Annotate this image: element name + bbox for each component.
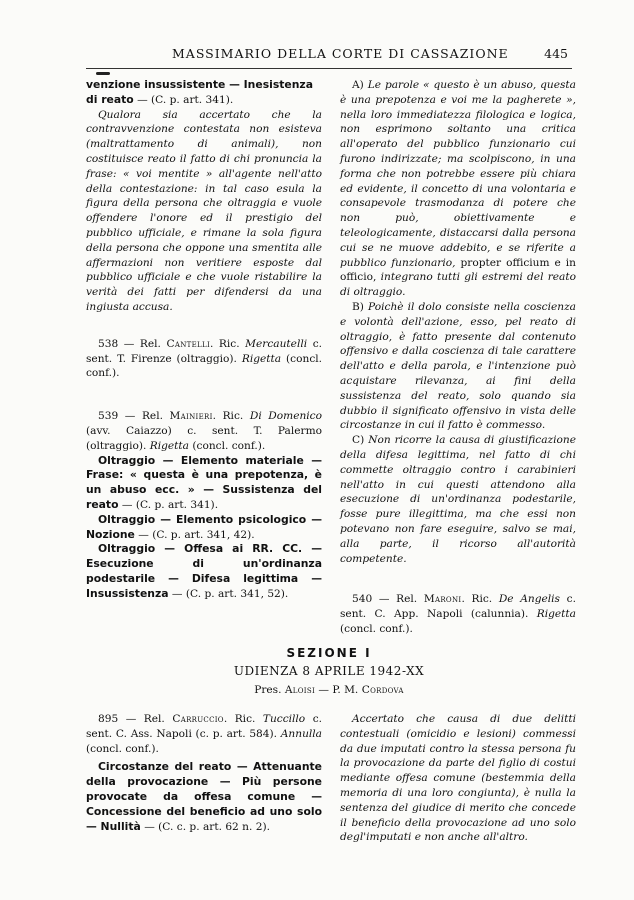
- right-column: [340, 78, 576, 637]
- maxim-895-text: Accertato che causa di due delitti contestuali (omicidio e lesioni) commessi da due imputati contro la stessa persona fu la provocazione da parte del figlio di costui mediante offesa comune (bestemmia della memoria di una loro congiunta), è nulla la sentenza del giudice di merito che concede il beneficio della provocazione ad uno solo degl'imputati e non anche all'altro.: [340, 713, 576, 844]
- running-title: MASSIMARIO DELLA CORTE DI CASSAZIONE: [172, 46, 509, 61]
- hearing-date: UDIENZA 8 APRILE 1942-XX: [233, 664, 425, 678]
- page-header: [88, 46, 568, 68]
- maxim-539-part-a: A) Le parole « questo è un abuso, questa è una prepotenza e voi me la pagherete », nella loro immediatezza filologica e logica, non esprimono soltanto una critica all'operato del pubblico funzionario cui furono indirizzate; ma scolpiscono, in una forma che non potrebbe essere più chiara ed evidente, il concetto di una volontaria e consapevole trasmodanza di potere che non può, obiettivamente e teleologicamente, distaccarsi dalla persona cui se ne muove addebito, e se riferite a pubblico funzionario, propter officium e in officio, integrano tutti gli estremi del reato di oltraggio.: [340, 79, 576, 299]
- maxim-539-heading-3: Oltraggio — Offesa ai RR. CC. — Esecuzione di un'ordinanza podestarile — Difesa legittima — Insussistenza — (C. p. art. 341, 52).: [86, 542, 322, 600]
- maxim-538-reference: 538 — Rel. Cantelli. Ric. Mercautelli c. sent. T. Firenze (oltraggio). Rigetta (concl. conf.).: [86, 337, 323, 380]
- maxim-539-part-c: C) Non ricorre la causa di giustificazione della difesa legittima, nel fatto di chi commette oltraggio contro i carabinieri nell'atto in cui questi attendono alla esecuzione di un'ordinanza podestarile, fosse pure illegittima, ma che essi non potevano non fare eseguire, salvo se mai, alla parte, il ricorso all'autorità competente.: [340, 434, 576, 565]
- section-title: SEZIONE I: [286, 646, 372, 660]
- maxim-heading-continued: venzione insussistente — Inesistenza di reato — (C. p. art. 341).: [86, 78, 313, 106]
- maxim-895-reference: 895 — Rel. Carruccio. Ric. Tuccillo c. sent. C. Ass. Napoli (c. p. art. 584). Annulla (concl. conf.).: [86, 713, 322, 755]
- maxim-895-left: [86, 712, 322, 834]
- maxim-539-reference: 539 — Rel. Mainieri. Ric. Di Domenico (avv. Caiazzo) c. sent. T. Palermo (oltraggio). Rigetta (concl. conf.).: [86, 410, 322, 452]
- maxim-540-reference: 540 — Rel. Maroni. Ric. De Angelis c. sent. C. App. Napoli (calunnia). Rigetta (concl. conf.).: [340, 593, 576, 635]
- presiding-line: Pres. Aloisi — P. M. Cordova: [254, 684, 404, 696]
- maxim-539-heading-1: Oltraggio — Elemento materiale — Frase: « questa è una prepotenza, è un abuso ecc. » — Sussistenza del reato — (C. p. art. 341).: [86, 453, 322, 511]
- maxim-539-part-b: B) Poichè il dolo consiste nella coscienza e volontà dell'azione, esso, pel reato di oltraggio, è fatto presente dal contenuto offensivo e dalla coscienza di tale carattere dell'atto e della parola, e l'intenzione può acquistare rilevanza, ai fini della sussistenza del reato, solo quando sia dubbio il significato offensivo in vista delle circostanze in cui il fatto è commesso.: [340, 300, 576, 432]
- ink-mark: [96, 72, 110, 75]
- maxim-895-heading: Circostanze del reato — Attenuante della provocazione — Più persone provocate da offesa comune — Concessione del beneficio ad uno solo — Nullità — (C. c. p. art. 62 n. 2).: [86, 760, 322, 833]
- header-rule: [86, 68, 572, 69]
- maxim-895-right: [340, 712, 576, 845]
- left-column: [86, 78, 322, 602]
- maxim-539-heading-2: Oltraggio — Elemento psicologico — Nozione — (C. p. art. 341, 42).: [86, 512, 322, 541]
- page-number: 445: [544, 46, 568, 61]
- maxim-text: Qualora sia accertato che la contravvenzione contestata non esisteva (maltrattamento di animali), non costituisce reato il fatto di chi pronuncia la frase: « voi mentite » all'agente nell'atto della contestazione: in tal caso esula la figura della persona che oltraggia e vuole offendere l'onore ed il prestigio del pubblico ufficiale, e rimane la sola figura della persona che oppone una smentita alle affermazioni non veritiere esposte dal pubblico ufficiale e che vuole ristabilire la verità dei fatti per difendersi da una ingiusta accusa.: [86, 108, 322, 313]
